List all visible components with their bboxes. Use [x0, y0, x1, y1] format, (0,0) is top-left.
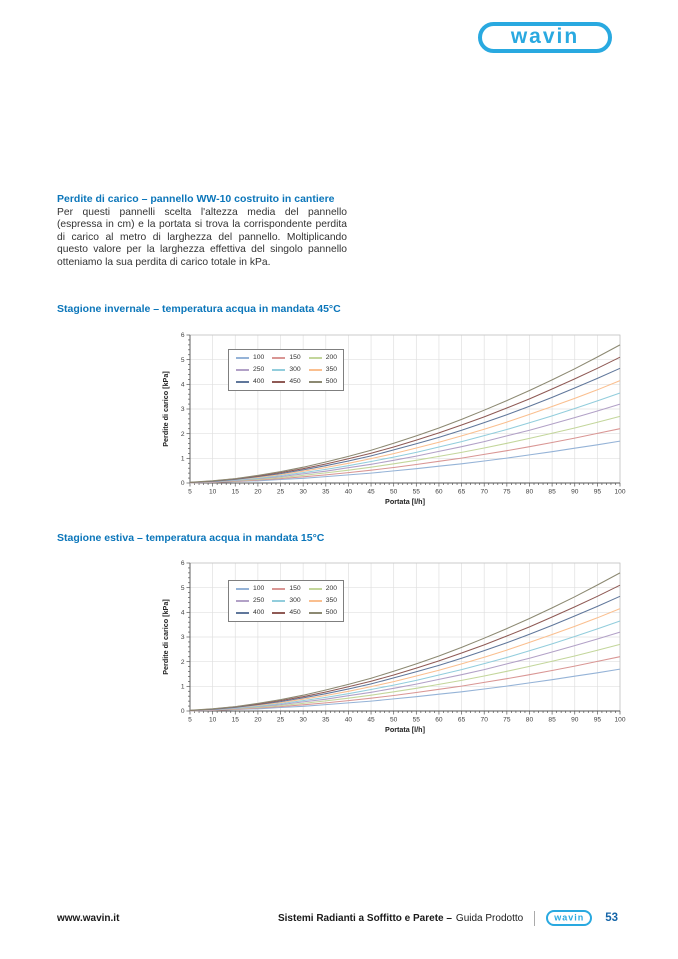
svg-text:50: 50	[390, 716, 398, 724]
legend-item-200	[309, 586, 337, 593]
series-300	[190, 621, 620, 711]
svg-text:2: 2	[180, 658, 185, 666]
legend-label: 450	[289, 608, 301, 616]
legend-item-100	[236, 586, 264, 593]
legend-line-swatch	[309, 381, 322, 383]
legend-label: 500	[325, 377, 338, 385]
svg-text:55: 55	[412, 716, 420, 724]
legend-label: 300	[289, 365, 301, 373]
legend-label: 300	[289, 596, 301, 604]
legend-item-400	[236, 610, 264, 617]
svg-text:0: 0	[180, 708, 185, 716]
legend-line-swatch	[309, 357, 322, 359]
wavin-logo-text: wavin	[510, 25, 580, 48]
page-number: 53	[605, 912, 618, 924]
svg-text:45: 45	[367, 716, 375, 724]
footer-doc-title: Sistemi Radianti a Soffitto e Parete –	[277, 912, 452, 924]
svg-text:15: 15	[231, 716, 239, 724]
legend-line-swatch	[309, 600, 322, 602]
legend-line-swatch	[236, 600, 249, 602]
svg-text:55: 55	[412, 488, 420, 496]
svg-text:5: 5	[180, 584, 185, 592]
footer-wavin-logo	[546, 910, 592, 926]
legend-label: 200	[325, 354, 338, 361]
svg-text:4: 4	[180, 609, 185, 617]
legend-label: 100	[253, 354, 265, 361]
legend-line-swatch	[309, 612, 322, 614]
legend-item-100	[236, 355, 264, 362]
legend-line-swatch	[236, 381, 249, 383]
svg-text:4: 4	[180, 381, 185, 389]
svg-text:65: 65	[457, 488, 466, 496]
svg-text:35: 35	[322, 488, 330, 496]
legend-line-swatch	[309, 588, 322, 590]
svg-text:25: 25	[276, 488, 285, 496]
winter-chart-legend	[228, 349, 344, 391]
svg-text:0: 0	[180, 480, 185, 488]
legend-item-250	[236, 598, 264, 605]
legend-item-150	[272, 586, 300, 593]
series-150	[190, 429, 620, 483]
legend-item-500	[309, 610, 337, 617]
series-300	[190, 393, 620, 483]
svg-text:2: 2	[180, 430, 185, 438]
svg-text:90: 90	[571, 716, 579, 724]
footer-doc-subtitle: Guida Prodotto	[455, 912, 524, 924]
intro-heading: Perdite di carico – pannello WW-10 costruito in cantiere	[57, 193, 335, 205]
svg-text:40: 40	[344, 488, 353, 496]
svg-text:5: 5	[188, 716, 192, 724]
svg-text:85: 85	[548, 488, 556, 496]
legend-item-350	[309, 598, 337, 605]
svg-text:10: 10	[208, 716, 217, 724]
intro-body: Per questi pannelli scelta l'altezza media del pannello (espressa in cm) e la portata si trova la corrispondente perdita di carico al metro di larghezza del pannello. Moltiplicando questo valore per la larghezza effettiva del singolo pannello otteniamo la sua perdita di carico totale in kPa.	[57, 207, 347, 268]
svg-text:100: 100	[614, 716, 626, 724]
y-axis-title: Perdite di carico [kPa]	[161, 371, 170, 447]
legend-item-250	[236, 367, 264, 374]
legend-line-swatch	[236, 369, 249, 371]
svg-text:95: 95	[593, 488, 602, 496]
svg-text:70: 70	[480, 716, 488, 724]
legend-line-swatch	[236, 357, 249, 359]
svg-text:60: 60	[435, 716, 443, 724]
legend-label: 400	[253, 608, 265, 616]
legend-label: 350	[325, 365, 338, 373]
svg-text:95: 95	[593, 716, 602, 724]
legend-item-150	[272, 355, 300, 362]
series-200	[190, 644, 620, 710]
legend-label: 250	[253, 596, 265, 604]
svg-text:75: 75	[503, 716, 511, 724]
svg-text:3: 3	[180, 406, 185, 414]
legend-item-400	[236, 379, 264, 386]
svg-text:20: 20	[254, 488, 262, 496]
svg-text:80: 80	[525, 488, 534, 496]
legend-label: 500	[325, 608, 338, 616]
svg-text:60: 60	[435, 488, 443, 496]
y-axis-title: Perdite di carico [kPa]	[161, 599, 170, 675]
legend-line-swatch	[309, 369, 322, 371]
section-title-winter: Stagione invernale – temperatura acqua in mandata 45°C	[57, 303, 341, 315]
wavin-logo	[478, 22, 612, 53]
footer-website-link[interactable]: www.wavin.it	[57, 912, 120, 924]
svg-text:30: 30	[299, 488, 307, 496]
legend-line-swatch	[272, 612, 285, 614]
legend-item-450	[272, 379, 300, 386]
footer-right-group	[278, 910, 618, 926]
svg-text:35: 35	[322, 716, 330, 724]
page-footer	[57, 908, 618, 928]
summer-chart-legend	[228, 580, 344, 622]
footer-wavin-logo-text: wavin	[554, 912, 585, 922]
intro-block	[57, 193, 347, 269]
legend-line-swatch	[272, 357, 285, 359]
svg-text:45: 45	[367, 488, 375, 496]
legend-line-swatch	[272, 381, 285, 383]
legend-label: 200	[325, 585, 338, 592]
footer-divider	[534, 911, 535, 926]
svg-text:1: 1	[180, 455, 185, 463]
legend-label: 350	[325, 596, 338, 604]
svg-text:10: 10	[208, 488, 217, 496]
legend-item-300	[272, 598, 300, 605]
legend-label: 400	[253, 377, 265, 385]
svg-text:90: 90	[571, 488, 579, 496]
svg-text:30: 30	[299, 716, 307, 724]
legend-item-500	[309, 379, 337, 386]
svg-text:1: 1	[180, 683, 185, 691]
legend-line-swatch	[272, 588, 285, 590]
x-axis-title: Portata [l/h]	[385, 497, 425, 506]
legend-line-swatch	[272, 600, 285, 602]
svg-text:70: 70	[480, 488, 488, 496]
section-title-summer: Stagione estiva – temperatura acqua in mandata 15°C	[57, 532, 325, 544]
legend-item-300	[272, 367, 300, 374]
legend-line-swatch	[236, 588, 249, 590]
svg-text:50: 50	[390, 488, 398, 496]
series-200	[190, 416, 620, 482]
svg-text:3: 3	[180, 634, 185, 642]
svg-text:5: 5	[180, 356, 185, 364]
series-150	[190, 657, 620, 711]
legend-item-350	[309, 367, 337, 374]
svg-text:80: 80	[525, 716, 534, 724]
svg-text:75: 75	[503, 488, 511, 496]
svg-text:65: 65	[457, 716, 466, 724]
legend-label: 100	[253, 585, 265, 592]
svg-text:5: 5	[188, 488, 192, 496]
legend-label: 150	[289, 585, 301, 592]
svg-text:85: 85	[548, 716, 556, 724]
legend-item-200	[309, 355, 337, 362]
svg-text:25: 25	[276, 716, 285, 724]
svg-text:6: 6	[180, 332, 185, 340]
svg-text:40: 40	[344, 716, 353, 724]
x-axis-title: Portata [l/h]	[385, 725, 425, 734]
svg-text:100: 100	[614, 488, 626, 496]
legend-label: 450	[289, 377, 301, 385]
svg-text:20: 20	[254, 716, 262, 724]
legend-item-450	[272, 610, 300, 617]
svg-text:6: 6	[180, 560, 185, 568]
svg-text:15: 15	[231, 488, 239, 496]
legend-label: 150	[289, 354, 301, 361]
legend-label: 250	[253, 365, 265, 373]
legend-line-swatch	[236, 612, 249, 614]
legend-line-swatch	[272, 369, 285, 371]
